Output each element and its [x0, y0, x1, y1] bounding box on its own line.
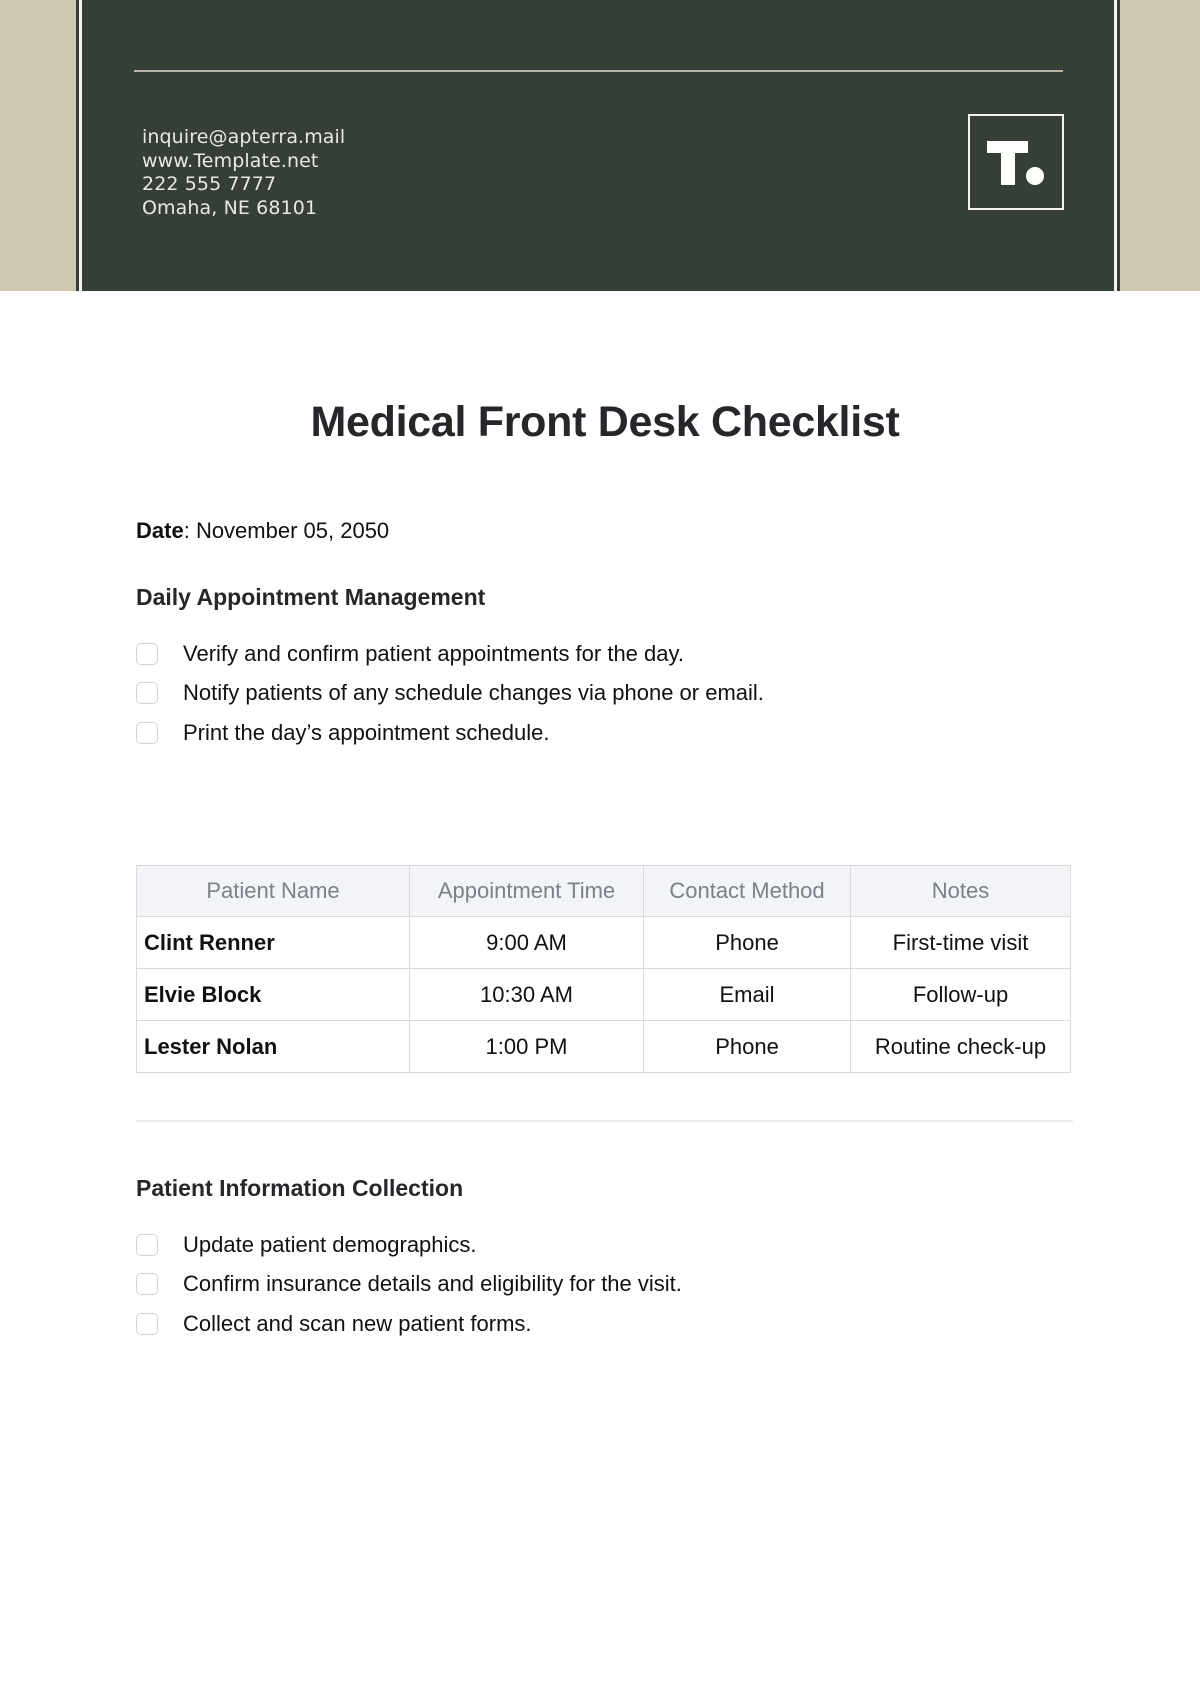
checkbox[interactable]: [136, 643, 158, 665]
header-band: [0, 0, 1200, 291]
cell-appointment-time: 1:00 PM: [410, 1021, 644, 1073]
section-divider: [136, 1120, 1073, 1122]
template-logo-icon: [968, 114, 1064, 210]
appointments-checklist: [136, 634, 764, 753]
cell-patient-name: Elvie Block: [137, 969, 410, 1021]
logo-dot: [1026, 167, 1044, 185]
checklist-item: [136, 634, 764, 674]
checkbox[interactable]: [136, 682, 158, 704]
checklist-item: [136, 674, 764, 714]
cell-contact-method: Email: [644, 969, 851, 1021]
section-heading-appointments: Daily Appointment Management: [136, 584, 486, 610]
logo-t-stem: [1001, 141, 1015, 185]
checkbox[interactable]: [136, 722, 158, 744]
table-row: [137, 969, 1071, 1021]
date-value: November 05, 2050: [195, 518, 390, 543]
contact-email: inquire@apterra.mail: [142, 126, 346, 148]
cell-notes: Routine check-up: [851, 1021, 1071, 1073]
checklist-item: [136, 713, 764, 753]
checklist-item-text: Notify patients of any schedule changes via phone or email.: [183, 680, 764, 706]
checklist-item-text: Collect and scan new patient forms.: [183, 1310, 532, 1336]
date-line: [136, 518, 389, 544]
checkbox[interactable]: [136, 1273, 158, 1295]
checklist-item: [136, 1225, 682, 1265]
page-title: Medical Front Desk Checklist: [310, 398, 900, 446]
table-row: [137, 1021, 1071, 1073]
contact-address: Omaha, NE 68101: [142, 196, 318, 219]
contact-website: www.Template.net: [142, 149, 319, 172]
column-header-contact-method: Contact Method: [644, 866, 851, 917]
checkbox[interactable]: [136, 1234, 158, 1256]
cell-contact-method: Phone: [644, 917, 851, 969]
header-left-rule: [79, 0, 82, 291]
checkbox[interactable]: [136, 1313, 158, 1335]
cell-appointment-time: 9:00 AM: [410, 917, 644, 969]
cell-notes: First-time visit: [851, 917, 1071, 969]
checklist-item-text: Confirm insurance details and eligibility for the visit.: [183, 1271, 682, 1297]
checklist-item: [136, 1265, 682, 1305]
header-right-rule: [1114, 0, 1117, 291]
cell-notes: Follow-up: [851, 969, 1071, 1021]
cell-appointment-time: 10:30 AM: [410, 969, 644, 1021]
column-header-appointment-time: Appointment Time: [410, 866, 644, 917]
checklist-item-text: Verify and confirm patient appointments for the day.: [183, 640, 684, 666]
date-label: Date: [136, 518, 184, 543]
appointments-table: [136, 865, 1071, 1073]
contact-phone: 222 555 7777: [142, 173, 277, 195]
table-row: [137, 917, 1071, 969]
header-panel: [76, 0, 1120, 291]
patient-info-checklist: [136, 1225, 682, 1344]
column-header-notes: Notes: [851, 866, 1071, 917]
table-header-row: [137, 866, 1071, 917]
checklist-item-text: Update patient demographics.: [183, 1231, 477, 1257]
contact-block: [142, 126, 345, 220]
column-header-patient-name: Patient Name: [137, 866, 410, 917]
section-heading-patient-info: Patient Information Collection: [136, 1175, 464, 1201]
cell-patient-name: Lester Nolan: [137, 1021, 410, 1073]
cell-patient-name: Clint Renner: [137, 917, 410, 969]
header-divider-line: [134, 70, 1063, 72]
date-separator: :: [183, 518, 190, 543]
cell-contact-method: Phone: [644, 1021, 851, 1073]
checklist-item: [136, 1304, 682, 1344]
checklist-item-text: Print the day’s appointment schedule.: [183, 719, 550, 745]
